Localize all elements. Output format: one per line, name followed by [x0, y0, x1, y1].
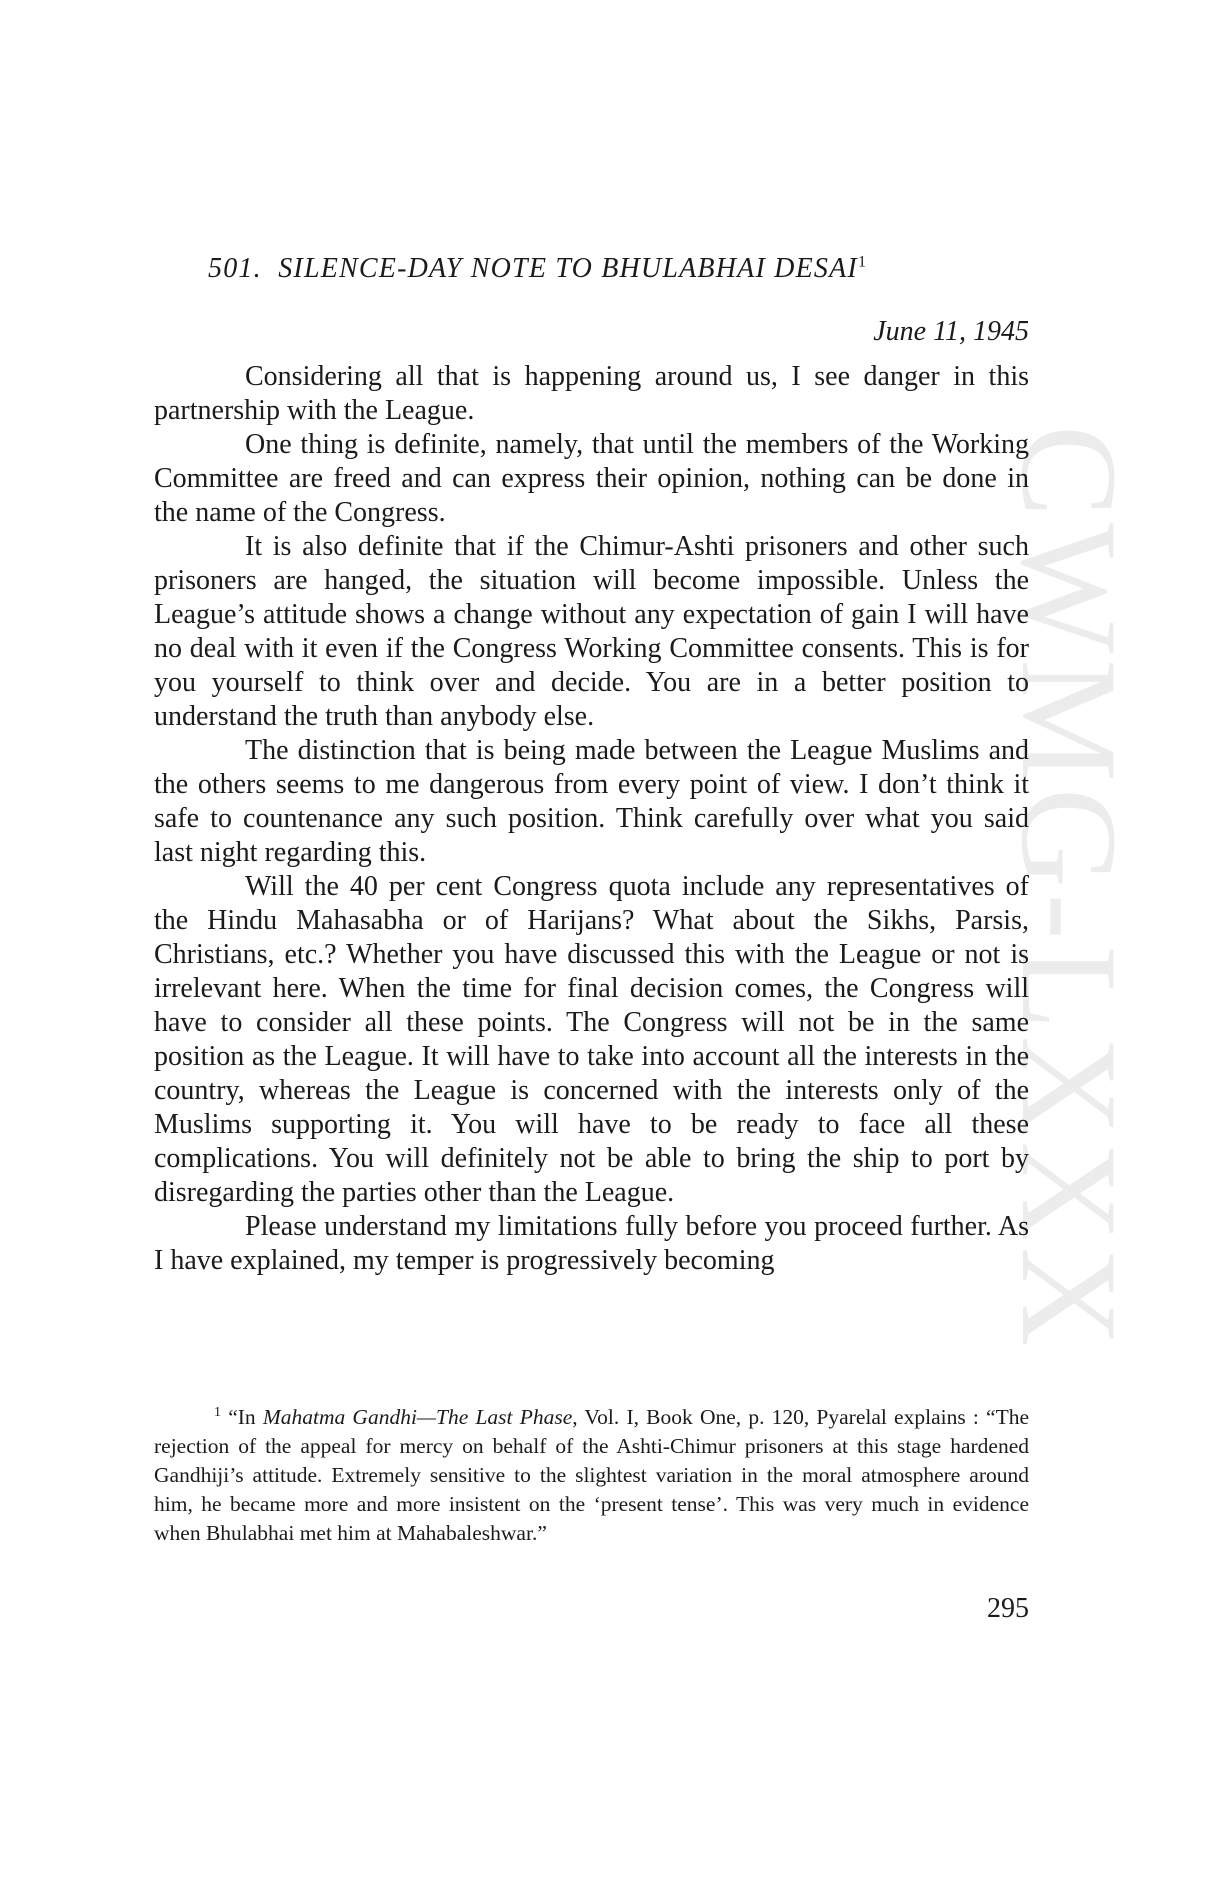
paragraph: Please understand my limitations fully before you proceed further. As I have explained, my temper is progressively becoming	[154, 1211, 1029, 1276]
footnote-open: “In	[228, 1405, 263, 1430]
document-heading	[208, 253, 867, 285]
letter-body	[154, 360, 1029, 1278]
paragraph: Will the 40 per cent Congress quota include any representatives of the Hindu Mahasabha or of Harijans? What about the Sikhs, Parsis, Christians, etc.? Whether you have discussed this with the League or not is irrelevant here. When the time for final decision comes, the Congress will have to consider all these points. The Congress will not be in the same position as the League. It will have to take into account all the interests in the country, whereas the League is concerned with the interests only of the Muslims supporting it. You will have to be ready to face all these complications. You will definitely not be able to bring the ship to port by disregarding the parties other than the League.	[154, 871, 1029, 1208]
heading-title: SILENCE-DAY NOTE TO BHULABHAI DESAI	[278, 253, 858, 284]
paragraph: The distinction that is being made between the League Muslims and the others seems to me dangerous from every point of view. I don’t think it safe to countenance any such position. Think carefully over what you said last night regarding this.	[154, 735, 1029, 868]
paragraph: It is also definite that if the Chimur-Ashti prisoners and other such prisoners are hanged, the situation will become impossible. Unless the League’s attitude shows a change without any expectation of gain I will have no deal with it even if the Congress Working Committee consents. This is for you yourself to think over and decide. You are in a better position to understand the truth than anybody else.	[154, 531, 1029, 732]
footnote-text: , Vol. I, Book One, p. 120, Pyarelal explains : “The rejection of the appeal for mercy on behalf of the Ashti-Chimur prisoners at this stage hardened Gandhiji’s attitude. Extremely sensitive to the slightest variation in the moral atmosphere around him, he became more and more insistent on the ‘present tense’. This was very much in evidence when Bhulabhai met him at Mahabaleshwar.”	[154, 1405, 1030, 1546]
paragraph: Considering all that is happening around us, I see danger in this partnership with the League.	[154, 361, 1029, 426]
letter-date: June 11, 1945	[873, 316, 1029, 347]
page-number: 295	[987, 1593, 1029, 1624]
footnote-book-title: Mahatma Gandhi—The Last Phase	[262, 1405, 573, 1430]
watermark	[993, 425, 1146, 1485]
heading-footnote-ref: 1	[857, 253, 868, 271]
heading-number: 501.	[208, 253, 262, 284]
watermark-text: CWMG-LXXX	[993, 425, 1146, 1353]
footnote-mark: 1	[214, 1405, 221, 1420]
paragraph: One thing is definite, namely, that until the members of the Working Committee are freed and can express their opinion, nothing can be done in the name of the Congress.	[154, 429, 1029, 528]
footnote	[154, 1398, 1029, 1548]
